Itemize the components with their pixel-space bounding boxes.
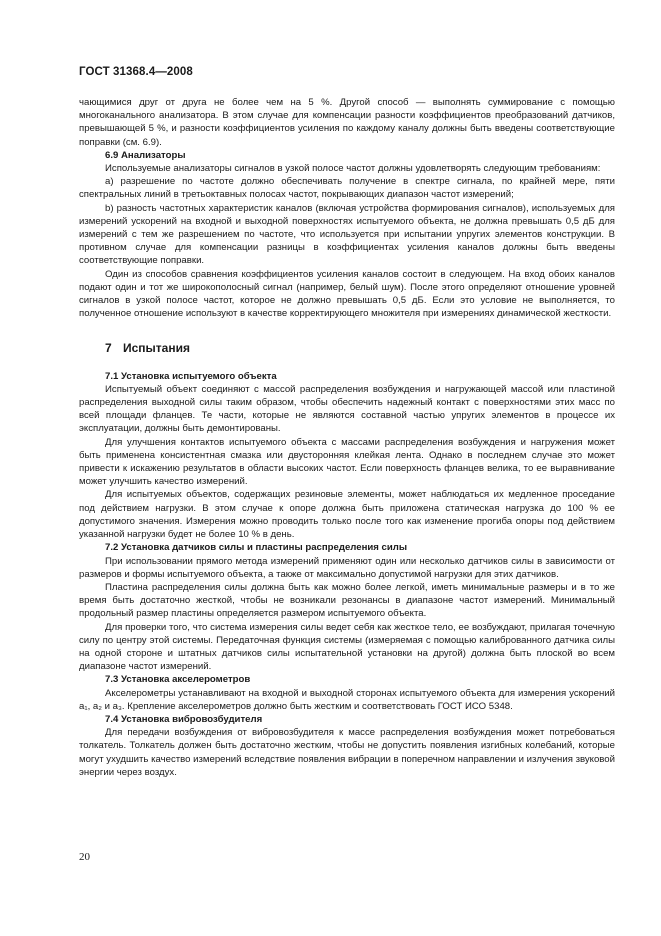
paragraph: Акселерометры устанавливают на входной и выходной сторонах испытуемого объекта для измерения ускорений a₁, a₂ и a₃. Крепление акселерометров должно быть жестким и соответствовать ГОСТ ИСО 5348. xyxy=(79,687,615,712)
paragraph: Для проверки того, что система измерения силы ведет себя как жесткое тело, ее возбуждают, прилагая точечную силу по центру этой системы. Передаточная функция системы (измеряемая с помощью калиброванного датчика силы на одной стороне и штатных датчиков силы испытательной установки на другой) должна быть плоской во всем диапазоне частот измерений. xyxy=(79,621,615,673)
page-number: 20 xyxy=(79,851,90,863)
paragraph: Используемые анализаторы сигналов в узкой полосе частот должны удовлетворять следующим требованиям: xyxy=(105,163,601,175)
list-item-b: b) разность частотных характеристик каналов (включая устройства формирования сигналов), используемых для измерений ускорений на входной и выходной поверхностях испытуемого объекта, не должна превышать 0,5 дБ для измерений с тем же разрешением по частоте, что используется при испытании упругих элементов конструкции. В противном случае для компенсации разницы в коэффициентах усиления каналов должны быть введены соответствующие поправки. xyxy=(79,202,615,267)
section-6-9-title: 6.9 Анализаторы xyxy=(105,149,186,161)
paragraph: Испытуемый объект соединяют с массой распределения возбуждения и нагружающей массой или пластиной распределения выходной силы таким образом, чтобы обеспечить надежный контакт с поверхностями этих масс по всей площади фланцев. Те части, которые не являются составной частью упругих элементов в процессе их эксплуатации, должны быть демонтированы. xyxy=(79,383,615,435)
paragraph: чающимися друг от друга не более чем на 5 %. Другой способ — выполнять суммирование с помощью многоканального анализатора. В этом случае для компенсации разности коэффициентов преобразований датчиков, превышающей 5 %, и разности коэффициентов усиления по каждому каналу должны быть введены соответствующие поправки (см. 6.9). xyxy=(79,97,615,148)
section-7-title: Испытания xyxy=(123,341,190,356)
paragraph: При использовании прямого метода измерений применяют один или несколько датчиков силы в зависимости от размеров и формы испытуемого объекта, а также от максимально допустимой нагрузки для этих датчиков. xyxy=(79,555,615,580)
paragraph: Для передачи возбуждения от вибровозбудителя к массе распределения возбуждения может потребоваться толкатель. Толкатель должен быть достаточно жестким, чтобы не допустить появления изгибных колебаний, которые могут ухудшить качество измерений вследствие появления вибрации в поперечном направлении и излучения звуковой энергии через воздух. xyxy=(79,727,615,778)
section-7-heading xyxy=(79,342,615,355)
section-7-4-title: 7.4 Установка вибровозбудителя xyxy=(105,713,263,725)
list-item-a: а) разрешение по частоте должно обеспечивать получение в спектре сигнала, по крайней мере, пяти спектральных линий в третьоктавных полосах частот, покрывающих диапазон частот измерений; xyxy=(79,176,615,201)
paragraph: Для улучшения контактов испытуемого объекта с массами распределения возбуждения и нагружения может быть применена консистентная смазка или двусторонняя клейкая лента. Однако в последнем случае это может привести к искажению результатов в области высоких частот. Если поверхность фланцев велика, то ее выравнивание может улучшить качество измерений. xyxy=(79,436,615,488)
section-7-2-title: 7.2 Установка датчиков силы и пластины распределения силы xyxy=(105,542,408,554)
paragraph: Один из способов сравнения коэффициентов усиления каналов состоит в следующем. На вход обоих каналов подают один и тот же широкополосный сигнал (например, белый шум). После этого определяют отношение уровней сигналов в узкой полосе частот, которое не должно превышать 0,5 дБ. Если это условие не выполняется, то полученное отношение используют в качестве корректирующего множителя при измерениях динамической жесткости. xyxy=(79,268,615,320)
paragraph: Пластина распределения силы должна быть как можно более легкой, иметь минимальные размеры и в то же время быть достаточно жесткой, чтобы не возникали резонансы в диапазоне частот измерений. Минимальный продольный размер пластины определяется размером испытуемого объекта. xyxy=(79,581,615,620)
section-7-1-title: 7.1 Установка испытуемого объекта xyxy=(105,370,277,382)
section-7-number: 7 xyxy=(105,341,112,356)
document-body xyxy=(79,96,615,779)
paragraph: Для испытуемых объектов, содержащих резиновые элементы, может наблюдаться их медленное проседание под действием нагрузки. В этом случае к опоре должна быть приложена статическая нагрузка до 100 % ее допустимого значения. Измерения можно проводить только после того как изменение прогиба опоры под действием указанной нагрузки будет не более 10 % в день. xyxy=(79,489,615,541)
document-code-header: ГОСТ 31368.4—2008 xyxy=(79,66,193,78)
section-7-3-title: 7.3 Установка акселерометров xyxy=(105,674,251,686)
